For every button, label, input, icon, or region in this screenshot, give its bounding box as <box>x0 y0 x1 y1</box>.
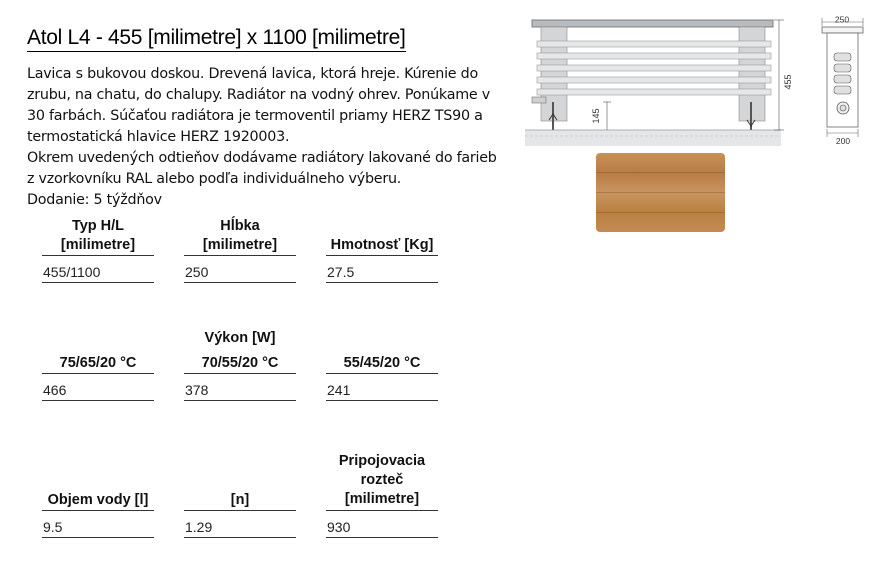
spec-value-type: 455/1100 <box>43 264 101 280</box>
spec-value-connection-spacing: 930 <box>327 519 351 535</box>
description-line: termostatická hlavice HERZ 1920003. <box>27 129 290 145</box>
spec-rule <box>184 510 296 511</box>
technical-drawing <box>523 12 889 154</box>
dimension-depth-top-label: 250 <box>834 14 850 25</box>
spec-rule <box>184 282 296 283</box>
dimension-height-label: 455 <box>783 74 793 90</box>
description-line: zrubu, na chatu, do chalupy. Radiátor na vodný ohrev. Ponúkame v <box>27 87 490 103</box>
side-view <box>822 18 863 137</box>
description-line: 30 farbách. Súčaťou radiátora je termoventil priamy HERZ TS90 a <box>27 108 483 124</box>
spec-rule <box>326 537 438 538</box>
dimension-depth-bottom-label: 200 <box>835 136 851 146</box>
wooden-top-image <box>596 153 725 232</box>
spec-header-type: Typ H/L [milimetre] <box>60 218 136 253</box>
spec-header-weight: Hmotnosť [Kg] <box>330 237 434 253</box>
product-title: Atol L4 - 455 [milimetre] x 1100 [milimetre] <box>27 26 406 52</box>
spec-rule <box>326 255 438 256</box>
product-description <box>27 64 497 211</box>
spec-rule <box>42 282 154 283</box>
spec-rule <box>42 537 154 538</box>
description-line: Dodanie: 5 týždňov <box>27 192 162 208</box>
spec-value-power-75: 466 <box>43 382 67 398</box>
spec-rule <box>184 537 296 538</box>
spec-rule <box>184 255 296 256</box>
spec-rule <box>42 510 154 511</box>
spec-header-depth: Hĺbka [milimetre] <box>202 218 278 253</box>
spec-header-power-70: 70/55/20 °C <box>201 355 279 371</box>
spec-value-power-55: 241 <box>327 382 351 398</box>
spec-rule <box>326 282 438 283</box>
spec-header-power-55: 55/45/20 °C <box>343 355 421 371</box>
spec-rule <box>184 373 296 374</box>
spec-header-power-75: 75/65/20 °C <box>59 355 137 371</box>
spec-rule <box>42 255 154 256</box>
spec-group-power: Výkon [W] <box>204 330 276 346</box>
spec-rule <box>42 400 154 401</box>
spec-rule <box>326 400 438 401</box>
spec-rule <box>326 510 438 511</box>
dimension-connection-height-label: 145 <box>591 108 601 124</box>
spec-value-exponent: 1.29 <box>185 519 213 535</box>
description-line: Lavica s bukovou doskou. Drevená lavica, ktorá hreje. Kúrenie do <box>27 66 478 82</box>
spec-header-water-volume: Objem vody [l] <box>47 492 149 508</box>
spec-rule <box>42 373 154 374</box>
spec-value-depth: 250 <box>185 264 209 280</box>
spec-value-water-volume: 9.5 <box>43 519 63 535</box>
description-line: z vzorkovníku RAL alebo podľa individuálneho výberu. <box>27 171 402 187</box>
spec-header-exponent: [n] <box>230 492 250 508</box>
spec-header-connection-spacing: Pripojovacia rozteč [milimetre] <box>338 453 426 507</box>
description-line: Okrem uvedených odtieňov dodávame radiátory lakované do farieb <box>27 150 497 166</box>
spec-rule <box>184 400 296 401</box>
front-view <box>525 20 784 146</box>
spec-value-weight: 27.5 <box>327 264 355 280</box>
spec-value-power-70: 378 <box>185 382 209 398</box>
spec-rule <box>326 373 438 374</box>
